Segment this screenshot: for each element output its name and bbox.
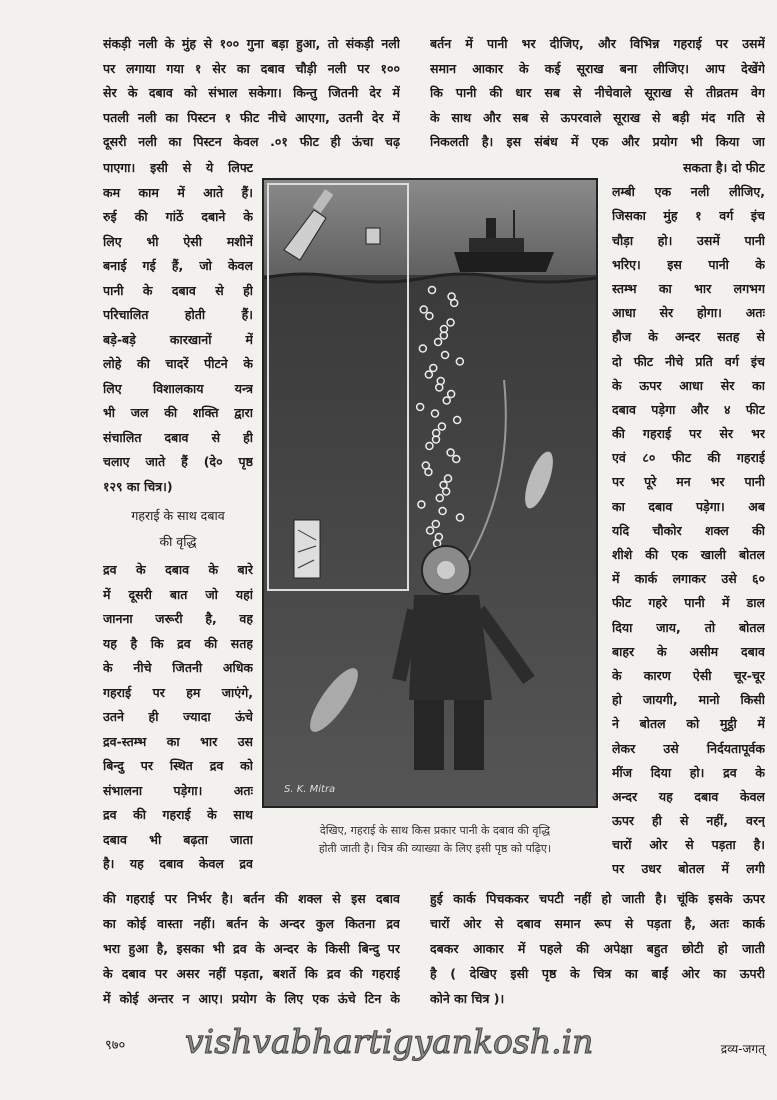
text-line: समान आकार के कई सूराख बना लीजिए। आप देखेंगे [430, 60, 765, 76]
text-line: उतने ही ज्यादा ऊंचे [103, 709, 253, 724]
running-title: द्रव्य-जगत् [720, 1042, 765, 1056]
figure-caption [266, 822, 604, 858]
text-line: रुई की गांठें दबाने के [103, 209, 253, 224]
text-line: हौज के अन्दर सतह से [612, 329, 765, 345]
text-line: के कारण ऐसी चूर-चूर [612, 667, 765, 683]
text-line: आधा सेर होगा। अतः [612, 305, 765, 321]
text-line: में दूसरी बात जो यहां [103, 586, 253, 602]
text-line: चलाए जाते हैं (दे० पृष्ठ [103, 454, 253, 469]
text-line: हुई कार्क पिचककर चपटी नहीं हो जाती है। चूंकि इसके ऊपर [430, 891, 765, 906]
text-line: दबकर आकार में पहले की अपेक्षा बहुत छोटी हो जाती [430, 941, 765, 956]
text-line: यदि चौकोर शक्ल की [612, 522, 765, 538]
text-line: चौड़ा हो। उसमें पानी [612, 232, 765, 248]
text-line: हो जायगी, मानो किसी [612, 692, 765, 708]
text-line: द्रव-स्तम्भ का भार उस [103, 733, 253, 749]
text-line: कम काम में आते हैं। [103, 184, 253, 200]
text-line: फीट गहरे पानी में डाल [612, 595, 765, 611]
text-column-right [612, 156, 765, 882]
text-line: सेर के दबाव को संभाल सकेगा। किन्तु जितनी देर में [103, 85, 400, 100]
text-line: पर उधर बोतल में लगी [612, 861, 765, 877]
text-line: संकड़ी नली के मुंह से १०० गुना बड़ा हुआ, तो संकड़ी नली [103, 36, 400, 51]
text-line: एवं ८० फीट की गहराई [612, 450, 765, 466]
text-line: निकलती है। इस संबंध में एक और प्रयोग भी किया जा [430, 134, 765, 149]
text-line: बनाई गई हैं, जो केवल [103, 258, 253, 273]
watermark: vishvabhartigyankosh.in [185, 1022, 594, 1061]
text-line: पाएगा। इसी से ये लिफ्ट [103, 160, 253, 175]
text-line: लिए विशालकाय यन्त्र [103, 380, 253, 396]
text-line: में कार्क लगाकर उसे ६० [612, 571, 765, 587]
text-line: लम्बी एक नली लीजिए, [612, 184, 765, 200]
caption-line: होती जाती है। चित्र की व्याख्या के लिए इसी पृष्ठ को पढ़िए। [318, 842, 552, 855]
text-block-top-left [103, 32, 400, 155]
text-line: कोने का चित्र )। [430, 991, 505, 1006]
text-line: का दबाव पड़ेगा। अब [612, 498, 765, 514]
text-line: भरिए। इस पानी के [612, 256, 765, 272]
text-line: सकता है। दो फीट [683, 160, 765, 175]
text-line: द्रव की गहराई के साथ [103, 807, 253, 822]
text-line: संचालित दबाव से ही [103, 429, 253, 445]
text-line: पर पूरे मन भर पानी [612, 474, 765, 490]
text-line: के साथ और सब से ऊपरवाले सूराख से बड़ी मंद गति से [430, 109, 765, 125]
text-line: के नीचे जितनी अधिक [103, 660, 253, 675]
text-line: चारों ओर से दबाव समान रूप से पड़ता है, अतः कार्क [430, 916, 765, 931]
text-block-bottom-right [430, 886, 765, 1011]
text-line: की गहराई पर निर्भर है। बर्तन की शक्ल से इस दबाव [103, 891, 400, 906]
section-heading-line: की वृद्धि [159, 534, 197, 549]
text-line: बड़े-बड़े कारखानों में [103, 331, 253, 347]
text-line: अन्दर यह दबाव केवल [612, 788, 765, 804]
text-line: की गहराई पर सेर भर [612, 426, 765, 442]
text-line: ऊपर ही से नहीं, वरन् [612, 813, 765, 829]
text-line: भी जल की शक्ति द्वारा [103, 405, 253, 420]
text-line: के ऊपर आधा सेर का [612, 377, 765, 393]
text-line: परिचालित होती हैं। [103, 307, 253, 322]
page-number: ९७० [105, 1038, 126, 1053]
section-heading-line: गहराई के साथ दबाव [131, 508, 225, 523]
text-line: दो फीट नीचे प्रति वर्ग इंच [612, 353, 765, 369]
text-line: बर्तन में पानी भर दीजिए, और विभिन्न गहराई पर उसमें [430, 36, 765, 51]
text-line: है। यह दबाव केवल द्रव [103, 856, 253, 871]
text-line: का कोई वास्ता नहीं। बर्तन के अन्दर कुल कितना द्रव [103, 916, 400, 931]
text-line: है ( देखिए इसी पृष्ठ के चित्र का बाईं ओर का ऊपरी [430, 966, 765, 981]
text-line: पर लगाया गया १ सेर का दबाव चौड़ी नली पर १०० [103, 60, 400, 76]
text-line: जिसका मुंह १ वर्ग इंच [612, 208, 765, 224]
text-line: स्तम्भ का भार लगभग [612, 280, 765, 296]
text-line: जानना जरूरी है, वह [103, 611, 253, 626]
text-line: लेकर उसे निर्दयतापूर्वक [612, 740, 765, 756]
text-line: में कोई अन्तर न आए। प्रयोग के लिए एक ऊंचे टिन के [103, 991, 400, 1006]
text-line: दिया जाय, तो बोतल [612, 619, 765, 635]
caption-line: देखिए, गहराई के साथ किस प्रकार पानी के दबाव की वृद्धि [319, 824, 551, 837]
text-line: लोहे की चादरें पीटने के [103, 356, 253, 371]
text-column-left-2 [103, 558, 253, 877]
text-line: द्रव के दबाव के बारे [103, 562, 253, 577]
text-line: मींज दिया हो। द्रव के [612, 764, 765, 780]
text-line: पतली नली का पिस्टन १ फीट नीचे आएगा, उतनी देर में [103, 109, 400, 125]
text-line: यह है कि द्रव की सतह [103, 635, 253, 651]
text-line: ने बोतल को मुट्ठी में [612, 716, 765, 732]
text-block-bottom-left [103, 886, 400, 1011]
illustration-diver-underwater [262, 178, 598, 808]
text-line: दबाव पड़ेगा और ४ फीट [612, 401, 765, 417]
text-line: १२९ का चित्र।) [103, 478, 173, 494]
text-line: पानी के दबाव से ही [103, 282, 253, 298]
text-line: बाहर के असीम दबाव [612, 643, 765, 659]
crushed-bottle-icon [294, 520, 320, 578]
text-line: बिन्दु पर स्थित द्रव को [103, 758, 253, 773]
text-line: लिए भी ऐसी मशीनें [103, 233, 253, 249]
text-line: चारों ओर से पड़ता है। [612, 837, 765, 853]
text-line: भरा हुआ है, इसका भी द्रव के अन्दर के किसी बिन्दु पर [103, 941, 400, 956]
text-line: शीशे की एक खाली बोतल [612, 547, 765, 562]
text-line: गहराई पर हम जाएंगे, [103, 684, 253, 700]
text-line: दबाव भी बढ़ता जाता [103, 831, 253, 847]
text-line: दूसरी नली का पिस्टन केवल .०१ फीट ही ऊंचा चढ़ [103, 134, 400, 149]
text-line: संभालना पड़ेगा। अतः [103, 782, 253, 798]
text-line: के दबाव पर असर नहीं पड़ता, बशर्ते कि द्रव की गहराई [103, 966, 400, 981]
artist-signature: S. K. Mitra [284, 784, 336, 795]
text-column-left [103, 156, 253, 499]
section-heading [103, 503, 253, 555]
text-block-top-right [430, 32, 765, 155]
text-line: कि पानी की धार सब से नीचेवाले सूराख से तीव्रतम वेग [430, 85, 765, 100]
